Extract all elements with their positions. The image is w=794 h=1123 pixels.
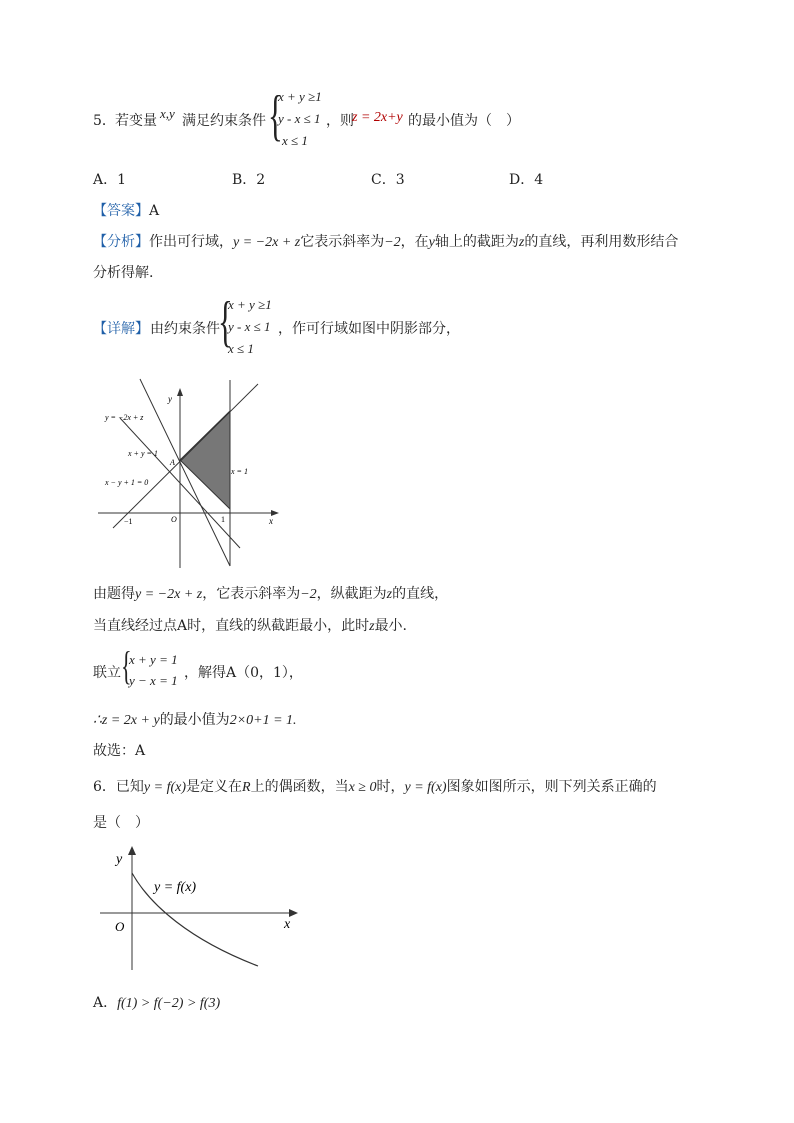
- q5-constraint-3: x ≤ 1: [282, 133, 308, 148]
- detail-constraint-3: x ≤ 1: [228, 341, 254, 356]
- q5-constraints: [278, 86, 322, 152]
- s3-eq-2: y − x = 1: [129, 673, 178, 688]
- q6-option-a: [93, 992, 220, 1012]
- detail-text-a: 由约束条件: [150, 321, 220, 337]
- q6-R: R: [242, 780, 251, 795]
- function-graph: [98, 840, 303, 972]
- q6-stem-b: 是定义在: [186, 779, 243, 795]
- label-l3: x − y + 1 = 0: [105, 478, 149, 487]
- q5-stem-c: ，则: [326, 113, 354, 129]
- label-O: O: [115, 919, 125, 934]
- q5-option-d: D．4: [509, 172, 544, 188]
- q5-final-choice: 故选：A: [93, 743, 146, 759]
- q5-objective: z = 2x+y: [352, 110, 403, 125]
- detail-tag: 【详解】: [93, 321, 149, 337]
- detail-constraint-2: y - x ≤ 1: [228, 319, 271, 334]
- analysis-text-c: ，在: [400, 234, 429, 250]
- q5-stem-d: 的最小值为（ ）: [408, 113, 520, 129]
- q5-number: 5．: [93, 113, 116, 129]
- s1-z: z: [386, 587, 393, 602]
- q6-f1: y = f(x): [143, 780, 187, 795]
- label-l1: y = −2x + z: [105, 413, 144, 422]
- analysis-text-a: 作出可行域，: [149, 234, 233, 250]
- label-l2: x + y = 1: [128, 449, 158, 458]
- s4-eq: ∴z = 2x + y: [93, 713, 160, 728]
- s3-text-b: ，解得A（0，1），: [184, 665, 303, 681]
- detail-text-b: ，作可行域如图中阴影部分，: [278, 321, 460, 337]
- s1-text-b: ，它表示斜率为: [202, 586, 301, 602]
- label-l4: x = 1: [231, 467, 248, 476]
- q6-stem-d: 时，: [376, 779, 405, 795]
- label-f: y = f(x): [154, 880, 197, 895]
- q5-answer: [93, 200, 159, 220]
- q6-f2: y = f(x): [404, 780, 447, 795]
- q5-analysis-line2: 分析得解.: [93, 265, 154, 281]
- q5-analysis-line1: [93, 231, 678, 251]
- s3-system: [129, 649, 178, 691]
- analysis-z: z: [518, 235, 525, 250]
- q6-stem-e: 图象如图所示，则下列关系正确的: [446, 779, 657, 795]
- q5-option-a: A．1: [93, 172, 127, 188]
- s3-eq-1: x + y = 1: [129, 652, 178, 667]
- label-y: y: [116, 852, 123, 867]
- s3-brace: {: [121, 643, 132, 688]
- s2-text-a: 当直线经过点A时，直线的纵截距最小，此时: [93, 618, 370, 634]
- answer-value: A: [149, 203, 160, 219]
- q5-solution-line2: [93, 615, 407, 635]
- q5-stem-b: 满足约束条件: [182, 113, 266, 129]
- q5-stem-a: 若变量: [115, 113, 157, 129]
- q6-cond: x ≥ 0: [348, 780, 377, 795]
- y-axis-arrow: [177, 388, 183, 396]
- s1-slope: −2: [300, 587, 317, 602]
- analysis-tag: 【分析】: [93, 234, 149, 250]
- label-A: A: [170, 458, 175, 467]
- q5-option-b: B．2: [232, 172, 266, 188]
- s4-value: 2×0+1 = 1.: [229, 713, 297, 728]
- detail-constraints: [228, 294, 272, 360]
- feasible-region-graph: [95, 378, 285, 570]
- analysis-text-b: 它表示斜率为: [300, 234, 385, 250]
- s4-text-a: 的最小值为: [159, 712, 230, 728]
- answer-tag: 【答案】: [93, 203, 149, 219]
- label-O: O: [171, 515, 177, 524]
- q6-number: 6．: [93, 779, 116, 795]
- q5-vars: x,y: [160, 106, 175, 121]
- q5-constraint-1: x + y ≥1: [278, 89, 322, 104]
- analysis-eq: y = −2x + z: [233, 235, 301, 250]
- label-x: x: [284, 917, 291, 932]
- s2-text-b: 最小.: [374, 618, 408, 634]
- s1-text-a: 由题得: [93, 586, 135, 602]
- s1-text-c: ，纵截距为: [316, 586, 387, 602]
- label-one: 1: [221, 515, 225, 524]
- q6-stem-line1: [93, 776, 657, 796]
- q5-solution-line4: [93, 709, 297, 729]
- q6-option-a-label: A．: [93, 995, 118, 1011]
- q5-brace: {: [268, 85, 283, 147]
- q5-solution-line1: [93, 583, 448, 603]
- label-x: x: [269, 516, 273, 526]
- y-axis-arrow: [128, 846, 136, 855]
- q5-option-c: C．3: [371, 172, 405, 188]
- q6-stem-a: 已知: [115, 779, 144, 795]
- label-minus-one: −1: [124, 517, 133, 526]
- detail-brace: {: [218, 291, 233, 353]
- label-y: y: [168, 394, 172, 404]
- q6-option-a-expr: f(1) > f(−2) > f(3): [117, 996, 221, 1011]
- detail-constraint-1: x + y ≥1: [228, 297, 272, 312]
- s2-z: z: [369, 619, 375, 634]
- s3-text-a: 联立: [93, 665, 121, 681]
- analysis-y: y: [428, 235, 435, 250]
- q5-constraint-2: y - x ≤ 1: [278, 111, 321, 126]
- analysis-text-e: 的直线，再利用数形结合: [524, 234, 679, 250]
- analysis-text-d: 轴上的截距为: [434, 234, 519, 250]
- s1-text-d: 的直线，: [392, 586, 449, 602]
- feasible-region: [180, 411, 230, 509]
- q6-stem-c: 上的偶函数，当: [250, 779, 349, 795]
- analysis-slope: −2: [384, 235, 401, 250]
- s1-eq: y = −2x + z: [135, 587, 203, 602]
- x-axis-arrow: [289, 909, 298, 917]
- q6-stem-line2: 是（ ）: [93, 815, 149, 831]
